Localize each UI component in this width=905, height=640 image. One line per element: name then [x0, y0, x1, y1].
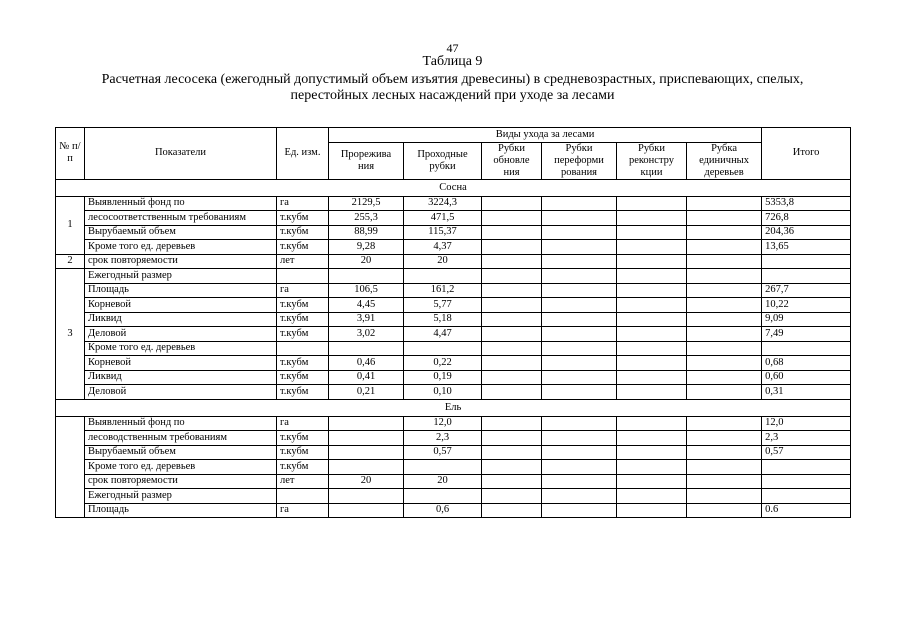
cell-thinning: 20: [329, 474, 404, 489]
table-label: Таблица 9: [422, 54, 483, 69]
cell-passing: 0,10: [404, 385, 482, 400]
cell-passing: 5,77: [404, 298, 482, 313]
header-care-types: Виды ухода за лесами: [329, 128, 762, 143]
header-reforming: Рубки переформи рования: [542, 142, 617, 179]
table-row: [56, 416, 851, 431]
cell-passing: [404, 460, 482, 475]
table-row: [56, 211, 851, 226]
header-passing: Проходные рубки: [404, 142, 482, 179]
cell-total: 13,65: [762, 240, 851, 255]
cell-total: 267,7: [762, 283, 851, 298]
cell-thinning: 255,3: [329, 211, 404, 226]
cell-passing: 0,57: [404, 445, 482, 460]
cell-passing: 2,3: [404, 431, 482, 446]
row-unit: га: [277, 503, 329, 518]
row-label: Корневой: [85, 298, 277, 313]
table-row: [56, 312, 851, 327]
row-number: 2: [56, 254, 85, 269]
cell-thinning: 0,46: [329, 356, 404, 371]
row-label: Ежегодный размер: [85, 269, 277, 284]
row-unit: т.кубм: [277, 370, 329, 385]
header-num: № п/п: [56, 128, 85, 180]
header-total: Итого: [762, 128, 851, 180]
cell-passing: 0,22: [404, 356, 482, 371]
row-label: срок повторяемости: [85, 474, 277, 489]
row-unit: га: [277, 283, 329, 298]
row-unit: т.кубм: [277, 356, 329, 371]
row-label: Кроме того ед. деревьев: [85, 460, 277, 475]
row-number: 1: [56, 196, 85, 254]
table-row: [56, 370, 851, 385]
row-label: Ликвид: [85, 312, 277, 327]
row-label: Ежегодный размер: [85, 489, 277, 504]
row-label: Кроме того ед. деревьев: [85, 240, 277, 255]
cell-total: 0,57: [762, 445, 851, 460]
cell-total: 726,8: [762, 211, 851, 226]
cell-thinning: [329, 445, 404, 460]
cell-thinning: [329, 503, 404, 518]
cell-thinning: 2129,5: [329, 196, 404, 211]
cell-passing: 20: [404, 254, 482, 269]
cell-total: [762, 269, 851, 284]
cell-thinning: 3,02: [329, 327, 404, 342]
table-row: [56, 269, 851, 284]
row-label: Ликвид: [85, 370, 277, 385]
cell-passing: 4,37: [404, 240, 482, 255]
table-row: [56, 503, 851, 518]
table-row: [56, 283, 851, 298]
row-unit: [277, 489, 329, 504]
cell-total: 0,68: [762, 356, 851, 371]
row-label: лесосоответственным требованиям: [85, 211, 277, 226]
row-label: Площадь: [85, 503, 277, 518]
table-row: [56, 327, 851, 342]
table-row: [56, 474, 851, 489]
cell-thinning: 9,28: [329, 240, 404, 255]
row-unit: т.кубм: [277, 240, 329, 255]
section-pine: Сосна: [56, 179, 851, 196]
table-row: [56, 196, 851, 211]
cell-thinning: 0,41: [329, 370, 404, 385]
row-unit: лет: [277, 254, 329, 269]
section-spruce: Ель: [56, 399, 851, 416]
cell-thinning: [329, 460, 404, 475]
cell-thinning: 20: [329, 254, 404, 269]
cell-passing: 471,5: [404, 211, 482, 226]
row-number: 3: [56, 269, 85, 400]
row-unit: т.кубм: [277, 445, 329, 460]
table-row: [56, 341, 851, 356]
cell-total: [762, 474, 851, 489]
table-row: [56, 240, 851, 255]
cell-passing: 5,18: [404, 312, 482, 327]
row-unit: [277, 341, 329, 356]
cell-passing: 115,37: [404, 225, 482, 240]
row-unit: т.кубм: [277, 225, 329, 240]
row-label: Вырубаемый объем: [85, 445, 277, 460]
cell-thinning: [329, 341, 404, 356]
cell-thinning: [329, 489, 404, 504]
cell-total: 7,49: [762, 327, 851, 342]
row-label: лесоводственным требованиям: [85, 431, 277, 446]
row-unit: [277, 269, 329, 284]
row-label: Деловой: [85, 385, 277, 400]
allowable-cut-table: [55, 127, 851, 518]
cell-passing: 3224,3: [404, 196, 482, 211]
cell-passing: [404, 341, 482, 356]
cell-total: 0.6: [762, 503, 851, 518]
row-unit: т.кубм: [277, 211, 329, 226]
cell-total: 0,31: [762, 385, 851, 400]
cell-total: 10,22: [762, 298, 851, 313]
table-row: [56, 225, 851, 240]
cell-total: 0,60: [762, 370, 851, 385]
cell-passing: 20: [404, 474, 482, 489]
row-unit: лет: [277, 474, 329, 489]
row-label: Площадь: [85, 283, 277, 298]
table-row: [56, 489, 851, 504]
header-unit: Ед. изм.: [277, 128, 329, 180]
row-label: Корневой: [85, 356, 277, 371]
table-row: [56, 445, 851, 460]
row-label: Выявленный фонд по: [85, 196, 277, 211]
cell-passing: [404, 489, 482, 504]
row-label: Выявленный фонд по: [85, 416, 277, 431]
row-unit: га: [277, 196, 329, 211]
table-row: [56, 356, 851, 371]
row-unit: т.кубм: [277, 327, 329, 342]
header-indicators: Показатели: [85, 128, 277, 180]
cell-thinning: 4,45: [329, 298, 404, 313]
table-row: [56, 431, 851, 446]
cell-passing: 4,47: [404, 327, 482, 342]
cell-total: [762, 254, 851, 269]
cell-total: 5353,8: [762, 196, 851, 211]
cell-total: 2,3: [762, 431, 851, 446]
table-caption: [60, 72, 845, 104]
table-row: [56, 298, 851, 313]
cell-total: [762, 460, 851, 475]
cell-passing: 0,19: [404, 370, 482, 385]
row-label: Деловой: [85, 327, 277, 342]
cell-thinning: [329, 416, 404, 431]
table-row: [56, 254, 851, 269]
header-reconstruction: Рубки реконстру кции: [617, 142, 687, 179]
cell-total: [762, 489, 851, 504]
header-thinning: Прорежива ния: [329, 142, 404, 179]
row-label: Вырубаемый объем: [85, 225, 277, 240]
cell-total: 204,36: [762, 225, 851, 240]
cell-thinning: 3,91: [329, 312, 404, 327]
cell-thinning: [329, 269, 404, 284]
cell-thinning: 0,21: [329, 385, 404, 400]
cell-passing: [404, 269, 482, 284]
cell-passing: 161,2: [404, 283, 482, 298]
cell-passing: 0,6: [404, 503, 482, 518]
page-number: 47: [446, 41, 459, 55]
row-number: [56, 416, 85, 518]
row-label: срок повторяемости: [85, 254, 277, 269]
header-single-trees: Рубка единичных деревьев: [687, 142, 762, 179]
header-renewal: Рубки обновле ния: [482, 142, 542, 179]
row-unit: т.кубм: [277, 312, 329, 327]
cell-thinning: [329, 431, 404, 446]
cell-passing: 12,0: [404, 416, 482, 431]
table-row: [56, 385, 851, 400]
cell-total: [762, 341, 851, 356]
cell-thinning: 88,99: [329, 225, 404, 240]
cell-total: 9,09: [762, 312, 851, 327]
cell-thinning: 106,5: [329, 283, 404, 298]
row-unit: т.кубм: [277, 385, 329, 400]
cell-total: 12,0: [762, 416, 851, 431]
row-label: Кроме того ед. деревьев: [85, 341, 277, 356]
row-unit: т.кубм: [277, 460, 329, 475]
row-unit: га: [277, 416, 329, 431]
table-row: [56, 460, 851, 475]
caption-line-2: перестойных лесных насаждений при уходе за лесами: [290, 88, 615, 103]
row-unit: т.кубм: [277, 431, 329, 446]
row-unit: т.кубм: [277, 298, 329, 313]
caption-line-1: Расчетная лесосека (ежегодный допустимый объем изъятия древесины) в средневозрастных, приспевающих, спелых,: [101, 72, 804, 87]
